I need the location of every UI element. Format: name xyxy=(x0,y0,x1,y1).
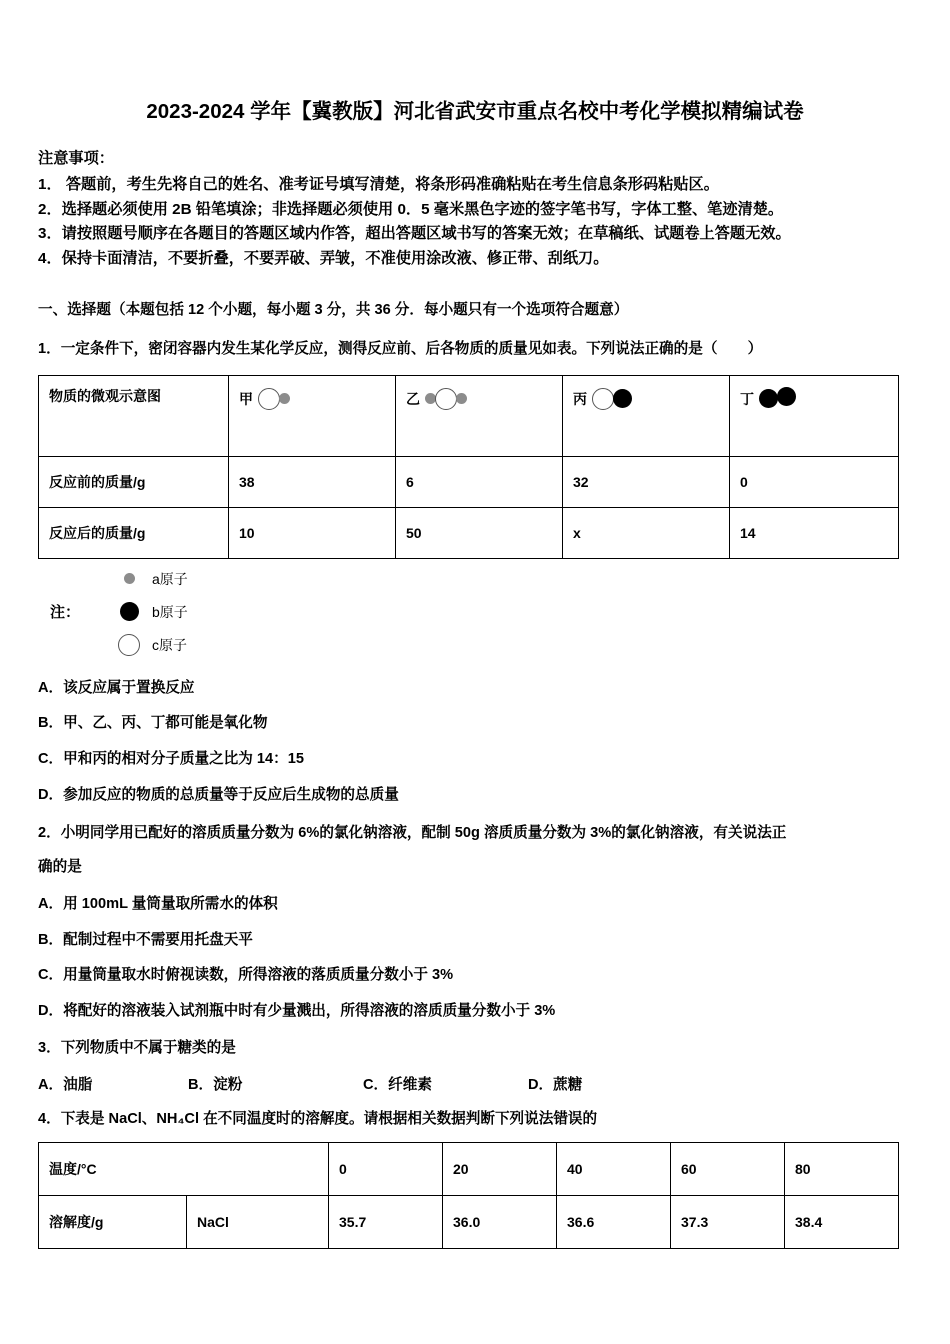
question-1-option-a[interactable]: A．该反应属于置换反应 xyxy=(38,679,195,696)
legend-item-c xyxy=(106,634,188,656)
mass-after-jia: 10 xyxy=(229,507,396,558)
atom-a-icon xyxy=(124,573,135,584)
legend-swatch-a xyxy=(106,573,152,584)
table-row xyxy=(39,456,899,507)
legend-text-a: a原子 xyxy=(152,570,188,587)
notice-item-2: 2．选择题必须使用 2B 铅笔填涂；非选择题必须使用 0．5 毫米黑色字迹的签字笔书写，字体工整、笔迹清楚。 xyxy=(38,200,784,218)
table-row xyxy=(39,507,899,558)
question-3-option-a[interactable]: A．油脂 xyxy=(38,1076,93,1093)
mass-before-ding: 0 xyxy=(730,456,899,507)
section-heading: 一、选择题（本题包括 12 个小题，每小题 3 分，共 36 分．每小题只有一个选项符合题意） xyxy=(38,301,629,318)
molecule-label-yi: 乙 xyxy=(406,390,420,407)
table-row xyxy=(39,1196,899,1249)
table-row xyxy=(39,1143,899,1196)
legend-swatch-c xyxy=(106,634,152,656)
notice-heading: 注意事项： xyxy=(38,149,114,167)
temperature-40: 40 xyxy=(557,1143,671,1196)
atom-c-icon xyxy=(258,388,280,410)
molecule-label-ding: 丁 xyxy=(740,390,754,407)
legend-label: 注： xyxy=(50,604,81,622)
question-1-stem-tail: ） xyxy=(747,341,763,358)
molecule-jia xyxy=(239,386,385,412)
solubility-table xyxy=(38,1142,899,1249)
temperature-20: 20 xyxy=(443,1143,557,1196)
solubility-nacl-80: 38.4 xyxy=(785,1196,899,1249)
table-row xyxy=(39,375,899,456)
question-1-stem xyxy=(38,337,912,363)
mass-before-jia: 38 xyxy=(229,456,396,507)
question-1-option-d[interactable]: D．参加反应的物质的总质量等于反应后生成物的总质量 xyxy=(38,787,399,804)
legend-item-b xyxy=(106,601,188,623)
question-3-stem: 3．下列物质中不属于糖类的是 xyxy=(38,1040,236,1057)
molecule-ding xyxy=(740,386,888,412)
question-3-option-b[interactable]: B．淀粉 xyxy=(188,1076,243,1093)
atom-b-icon xyxy=(777,387,796,406)
temperature-60: 60 xyxy=(671,1143,785,1196)
atom-c-icon xyxy=(592,388,614,410)
question-1-option-c[interactable]: C．甲和丙的相对分子质量之比为 14：15 xyxy=(38,751,304,768)
cell-diagram-jia xyxy=(229,375,396,456)
question-1-option-b[interactable]: B．甲、乙、丙、丁都可能是氧化物 xyxy=(38,715,268,732)
mass-after-ding: 14 xyxy=(730,507,899,558)
substance-mass-table xyxy=(38,375,899,559)
atom-b-icon xyxy=(120,602,139,621)
question-2-option-a[interactable]: A．用 100mL 量筒量取所需水的体积 xyxy=(38,895,278,912)
solubility-nacl-20: 36.0 xyxy=(443,1196,557,1249)
cell-diagram-ding xyxy=(730,375,899,456)
atom-a-icon xyxy=(279,393,290,404)
mass-before-bing: 32 xyxy=(563,456,730,507)
atom-a-icon xyxy=(456,393,467,404)
atom-b-icon xyxy=(759,389,778,408)
row-label-mass-after: 反应后的质量/g xyxy=(39,507,229,558)
atom-legend xyxy=(50,568,912,656)
molecule-label-bing: 丙 xyxy=(573,390,587,407)
atom-c-icon xyxy=(435,388,457,410)
row-label-diagram: 物质的微观示意图 xyxy=(39,375,229,456)
solubility-nacl-0: 35.7 xyxy=(329,1196,443,1249)
atom-b-icon xyxy=(613,389,632,408)
molecule-label-jia: 甲 xyxy=(239,390,253,407)
legend-text-b: b原子 xyxy=(152,603,188,620)
page-title: 2023-2024 学年【冀教版】河北省武安市重点名校中考化学模拟精编试卷 xyxy=(146,100,804,123)
molecule-yi xyxy=(406,386,552,412)
legend-swatch-b xyxy=(106,602,152,621)
row-label-mass-before: 反应前的质量/g xyxy=(39,456,229,507)
cell-diagram-bing xyxy=(563,375,730,456)
notice-item-4: 4．保持卡面清洁，不要折叠，不要弄破、弄皱，不准使用涂改液、修正带、刮纸刀。 xyxy=(38,250,609,268)
temperature-0: 0 xyxy=(329,1143,443,1196)
solubility-substance-nacl: NaCl xyxy=(187,1196,329,1249)
atom-c-icon xyxy=(118,634,140,656)
mass-before-yi: 6 xyxy=(396,456,563,507)
question-2-stem-line-2: 确的是 xyxy=(38,859,82,876)
question-3-options xyxy=(38,1073,912,1094)
question-4-stem: 4．下表是 NaCl、NH₄Cl 在不同温度时的溶解度。请根据相关数据判断下列说法错误的 xyxy=(38,1110,598,1127)
question-1-stem-text: 1．一定条件下，密闭容器内发生某化学反应，测得反应前、后各物质的质量见如表。下列说法正确的是（ xyxy=(38,341,718,358)
question-2-stem-line-1: 2．小明同学用已配好的溶质质量分数为 6%的氯化钠溶液，配制 50g 溶质质量分数为 3%的氯化钠溶液，有关说法正 xyxy=(38,824,787,841)
notice-item-1: 1． 答题前，考生先将自己的姓名、准考证号填写清楚，将条形码准确粘贴在考生信息条形码粘贴区。 xyxy=(38,176,719,194)
solubility-nacl-40: 36.6 xyxy=(557,1196,671,1249)
notice-block xyxy=(38,147,912,272)
legend-item-a xyxy=(106,568,188,590)
notice-item-3: 3．请按照题号顺序在各题目的答题区域内作答，超出答题区域书写的答案无效；在草稿纸、试题卷上答题无效。 xyxy=(38,225,791,243)
mass-after-yi: 50 xyxy=(396,507,563,558)
mass-after-bing: x xyxy=(563,507,730,558)
answer-blank xyxy=(717,341,747,357)
molecule-bing xyxy=(573,386,719,412)
question-3-option-d[interactable]: D．蔗糖 xyxy=(528,1076,583,1093)
temperature-label: 温度/°C xyxy=(39,1143,329,1196)
question-2-option-b[interactable]: B．配制过程中不需要用托盘天平 xyxy=(38,931,253,948)
legend-rows xyxy=(106,568,188,656)
solubility-nacl-60: 37.3 xyxy=(671,1196,785,1249)
temperature-80: 80 xyxy=(785,1143,899,1196)
question-2-option-c[interactable]: C．用量筒量取水时俯视读数，所得溶液的落质质量分数小于 3% xyxy=(38,967,454,984)
cell-diagram-yi xyxy=(396,375,563,456)
solubility-label: 溶解度/g xyxy=(39,1196,187,1249)
legend-text-c: c原子 xyxy=(152,636,187,653)
question-2-option-d[interactable]: D．将配好的溶液装入试剂瓶中时有少量溅出，所得溶液的溶质质量分数小于 3% xyxy=(38,1003,556,1020)
question-3-option-c[interactable]: C．纤维素 xyxy=(363,1076,432,1093)
